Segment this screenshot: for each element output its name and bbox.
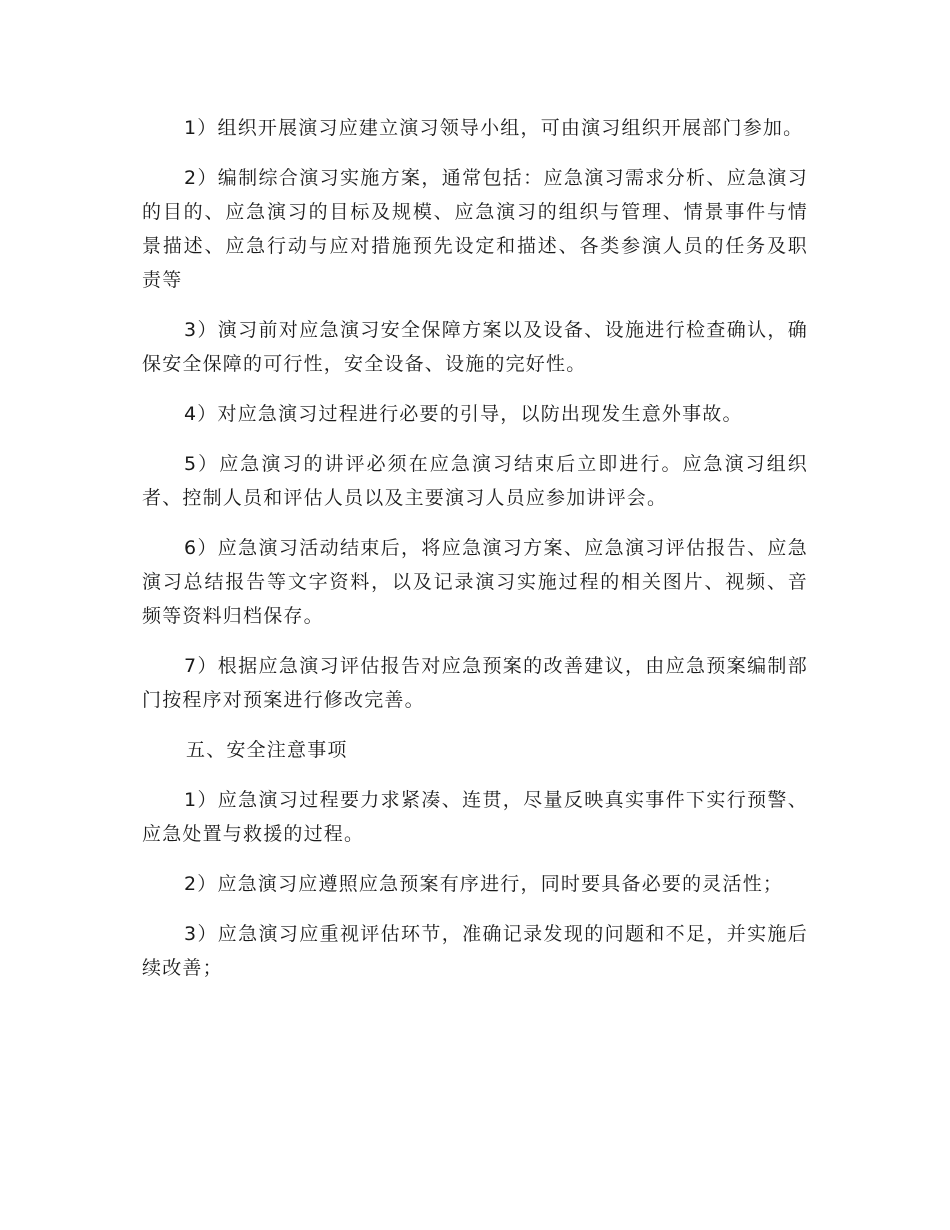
paragraph-4: 4）对应急演习过程进行必要的引导，以防出现发生意外事故。	[184, 403, 743, 425]
paragraph-6: 6）应急演习活动结束后，将应急演习方案、应急演习评估报告、应急演习总结报告等文字资料，以及记录演习实施过程的相关图片、视频、音频等资料归档保存。	[142, 537, 808, 627]
paragraph-1: 1）组织开展演习应建立演习领导小组，可由演习组织开展部门参加。	[184, 117, 804, 139]
paragraph-2: 2）编制综合演习实施方案，通常包括：应急演习需求分析、应急演习的目的、应急演习的目标及规模、应急演习的组织与管理、情景事件与情景描述、应急行动与应对措施预先设定和描述、各类参演人员的任务及职责等	[142, 167, 808, 291]
paragraph-5: 5）应急演习的讲评必须在应急演习结束后立即进行。应急演习组织者、控制人员和评估人员以及主要演习人员应参加讲评会。	[142, 453, 808, 509]
paragraph-7: 7）根据应急演习评估报告对应急预案的改善建议，由应急预案编制部门按程序对预案进行修改完善。	[142, 655, 808, 711]
safety-item-2: 2）应急演习应遵照应急预案有序进行，同时要具备必要的灵活性；	[184, 873, 784, 895]
safety-item-1: 1）应急演习过程要力求紧凑、连贯，尽量反映真实事件下实行预警、应急处置与救援的过程。	[142, 789, 808, 845]
section-heading: 五、安全注意事项	[186, 739, 348, 761]
document-body	[142, 111, 808, 1001]
paragraph-3: 3）演习前对应急演习安全保障方案以及设备、设施进行检查确认，确保安全保障的可行性，安全设备、设施的完好性。	[142, 319, 808, 375]
safety-item-3: 3）应急演习应重视评估环节，准确记录发现的问题和不足，并实施后续改善；	[142, 923, 808, 979]
